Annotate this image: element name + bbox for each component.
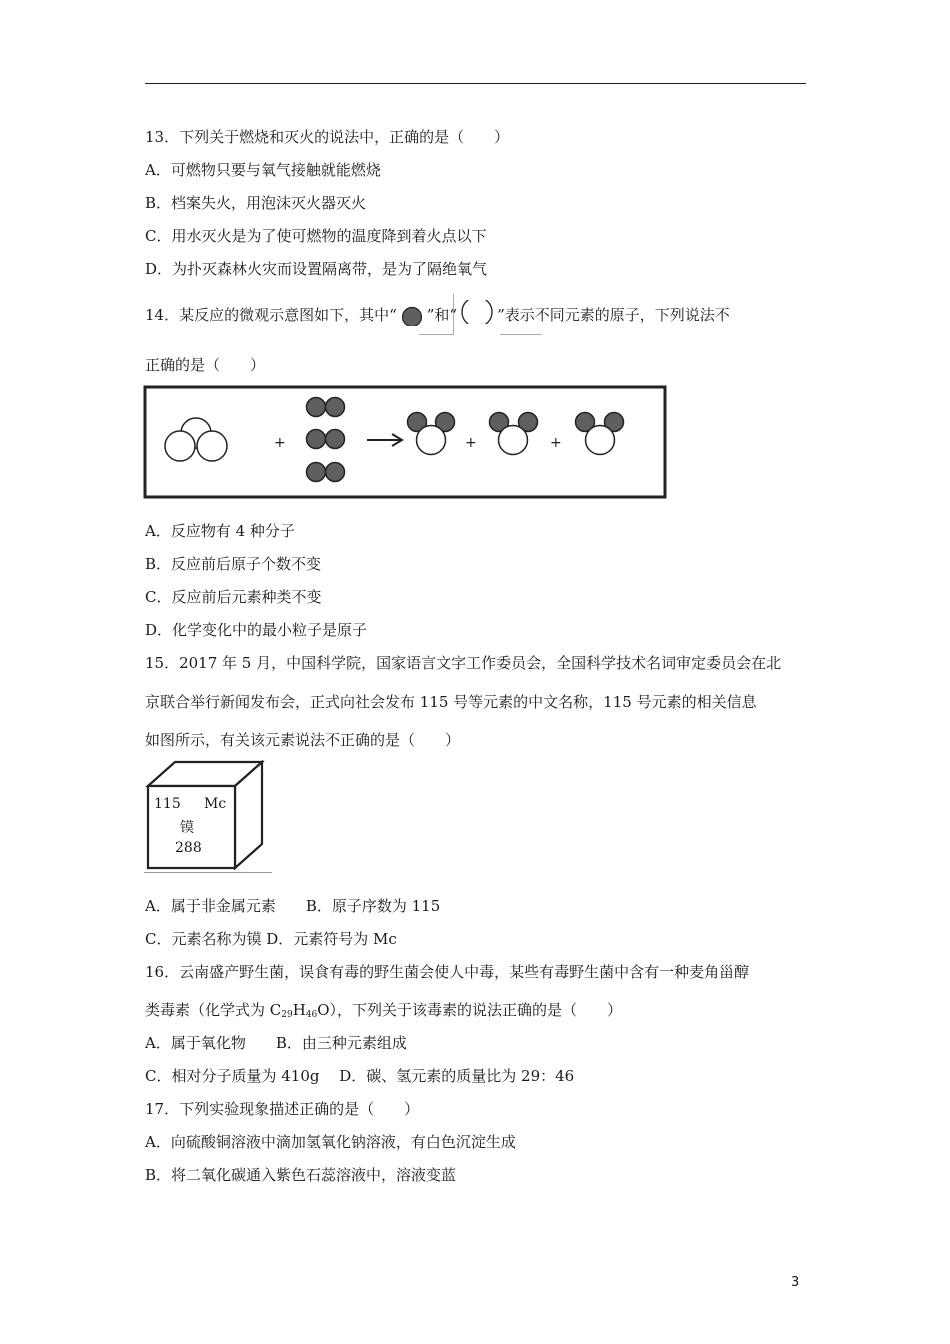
element-atomic-number: 115 <box>154 796 181 812</box>
element-card <box>144 760 274 874</box>
product-light-atom <box>586 426 615 455</box>
q13-option-b: B．档案失火，用泡沫灭火器灭火 <box>145 194 367 212</box>
plus-sign: + <box>465 435 477 451</box>
dark-molecule-atom <box>307 463 326 482</box>
q16-options-ab: A．属于氧化物 B．由三种元素组成 <box>145 1034 407 1052</box>
q17-option-b: B．将二氧化碳通入紫色石蕊溶液中，溶液变蓝 <box>145 1166 457 1184</box>
q15-stem-line2: 京联合举行新闻发布会，正式向社会发布 115 号等元素的中文名称，115 号元素的相关信息 <box>145 693 757 711</box>
q15-options-ab: A．属于非金属元素 B．原子序数为 115 <box>145 897 441 915</box>
q14-stem-part-b: ”和“ <box>426 306 458 324</box>
q15-options-cd: C．元素名称为镆 D．元素符号为 Mc <box>145 930 397 948</box>
q16-stem-line1: 16．云南盛产野生菌，误食有毒的野生菌会使人中毒，某些有毒野生菌中含有一种麦角甾醇 <box>145 963 750 981</box>
element-name: 镆 <box>180 820 194 836</box>
q16-stem-part-b: H <box>292 1001 306 1019</box>
dark-atom-icon <box>397 306 427 326</box>
q13-option-a: A．可燃物只要与氧气接触就能燃烧 <box>145 161 381 179</box>
q17-stem: 17．下列实验现象描述正确的是（ ） <box>145 1100 420 1118</box>
dark-molecule-atom <box>326 398 345 417</box>
dark-molecule-atom <box>307 398 326 417</box>
q14-option-a: A．反应物有 4 种分子 <box>145 522 295 540</box>
q16-stem-part-a: 类毒素（化学式为 C <box>145 1001 282 1019</box>
q17-option-a: A．向硫酸铜溶液中滴加氢氧化钠溶液，有白色沉淀生成 <box>145 1133 516 1151</box>
q14-stem-line2: 正确的是（ ） <box>145 356 266 374</box>
q16-options-cd: C．相对分子质量为 410g D．碳、氢元素的质量比为 29：46 <box>145 1067 575 1085</box>
dark-molecule-atom <box>326 463 345 482</box>
q14-stem-part-a: 14．某反应的微观示意图如下，其中“ <box>145 306 397 324</box>
reactant-light-atom <box>197 431 227 461</box>
q16-stem-line2 <box>145 1000 622 1025</box>
q16-stem-part-c: O），下列关于该毒素的说法正确的是（ ） <box>317 1001 623 1019</box>
element-symbol: Mc <box>204 796 227 812</box>
plus-sign: + <box>274 435 286 451</box>
q15-stem-line1: 15．2017 年 5 月，中国科学院，国家语言文字工作委员会，全国科学技术名词审定委员会在北 <box>145 654 782 672</box>
header-rule <box>145 83 806 84</box>
q14-stem <box>145 305 730 326</box>
formula-subscript-hydrogen: 46 <box>305 1010 318 1020</box>
q14-option-c: C．反应前后元素种类不变 <box>145 588 322 606</box>
element-atomic-mass: 288 <box>175 840 202 856</box>
dark-molecule-atom <box>307 430 326 449</box>
q14-option-b: B．反应前后原子个数不变 <box>145 555 322 573</box>
reactant-light-atom <box>165 431 195 461</box>
light-atom-icon <box>457 300 497 324</box>
q13-stem: 13．下列关于燃烧和灭火的说法中，正确的是（ ） <box>145 128 510 146</box>
q14-option-d: D．化学变化中的最小粒子是原子 <box>145 621 368 639</box>
product-light-atom <box>417 426 446 455</box>
q13-option-c: C．用水灭火是为了使可燃物的温度降到着火点以下 <box>145 227 487 245</box>
q13-option-d: D．为扑灭森林火灾而设置隔离带，是为了隔绝氧气 <box>145 260 488 278</box>
plus-sign: + <box>550 435 562 451</box>
q14-stem-part-c: ”表示不同元素的原子，下列说法不 <box>497 306 730 324</box>
dark-molecule-atom <box>326 430 345 449</box>
formula-subscript-carbon: 29 <box>281 1010 293 1020</box>
q15-stem-line3: 如图所示，有关该元素说法不正确的是（ ） <box>145 731 461 749</box>
page-number: 3 <box>791 1275 800 1290</box>
product-light-atom <box>499 426 528 455</box>
element-cube-outline <box>144 760 274 874</box>
reaction-diagram <box>143 385 669 501</box>
